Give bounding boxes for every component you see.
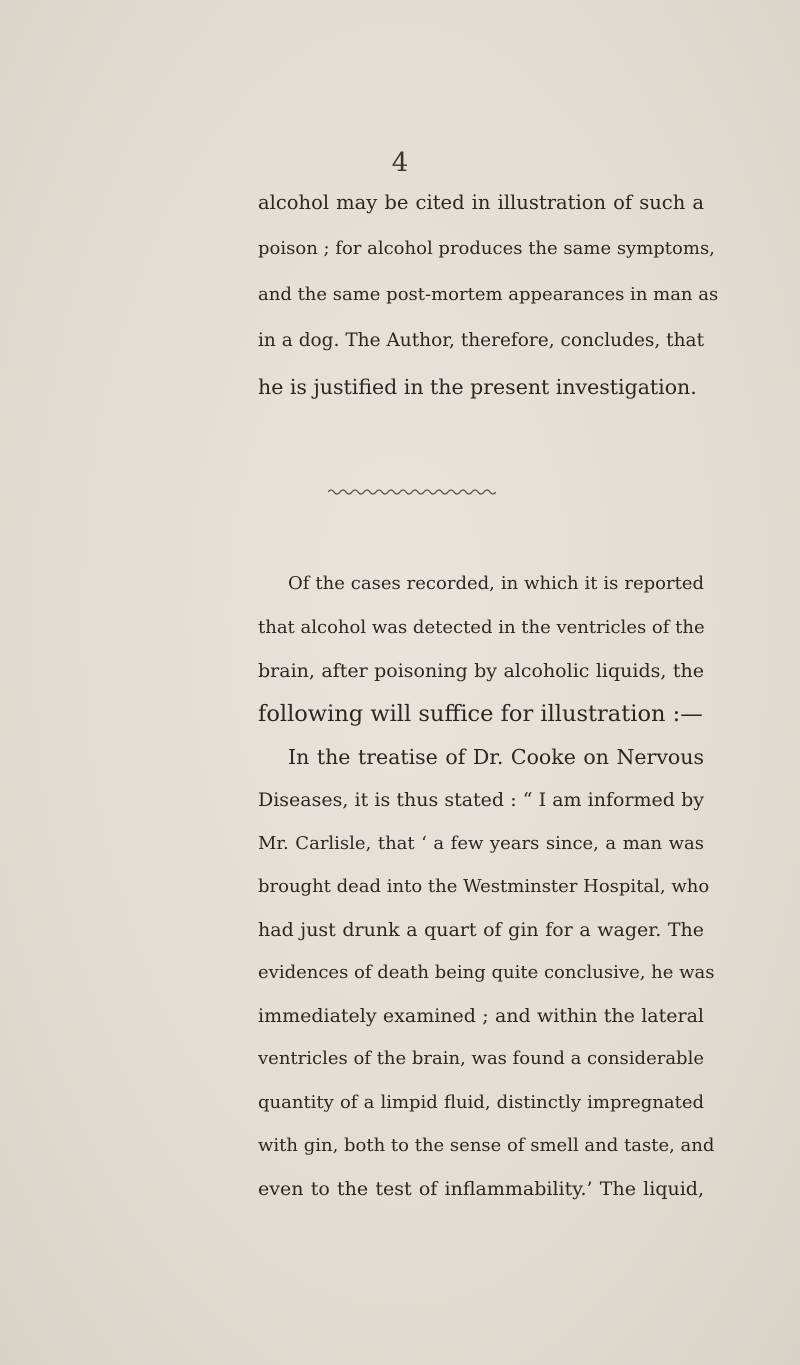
text-line: and the same post-mortem appearances in man as — [258, 284, 719, 305]
text-line: that alcohol was detected in the ventricles of the — [258, 617, 705, 638]
text-line: with gin, both to the sense of smell and taste, and — [258, 1135, 715, 1156]
text-line: immediately examined ; and within the lateral — [258, 1005, 704, 1027]
text-line: poison ; for alcohol produces the same symptoms, — [258, 238, 715, 259]
page-number: 4 — [391, 148, 409, 178]
text-line: had just drunk a quart of gin for a wager. The — [258, 919, 704, 941]
text-line: following will suffice for illustration :— — [258, 701, 703, 727]
text-line: quantity of a limpid fluid, distinctly impregnated — [258, 1092, 704, 1113]
text-line: In the treatise of Dr. Cooke on Nervous — [288, 745, 704, 769]
text-line: alcohol may be cited in illustration of such a — [258, 191, 704, 214]
text-line: even to the test of inflammability.’ The liquid, — [258, 1178, 704, 1200]
text-line: Of the cases recorded, in which it is reported — [288, 573, 704, 594]
text-line: he is justified in the present investigation. — [258, 375, 697, 399]
ornamental-divider — [328, 487, 496, 497]
text-line: brain, after poisoning by alcoholic liquids, the — [258, 660, 704, 682]
text-line: evidences of death being quite conclusive, he was — [258, 962, 715, 983]
text-line: brought dead into the Westminster Hospital, who — [258, 876, 710, 897]
text-line: ventricles of the brain, was found a considerable — [258, 1048, 704, 1069]
text-line: Diseases, it is thus stated : “ I am informed by — [258, 789, 704, 811]
text-line: Mr. Carlisle, that ‘ a few years since, a man was — [258, 833, 704, 854]
text-line: in a dog. The Author, therefore, concludes, that — [258, 330, 704, 351]
